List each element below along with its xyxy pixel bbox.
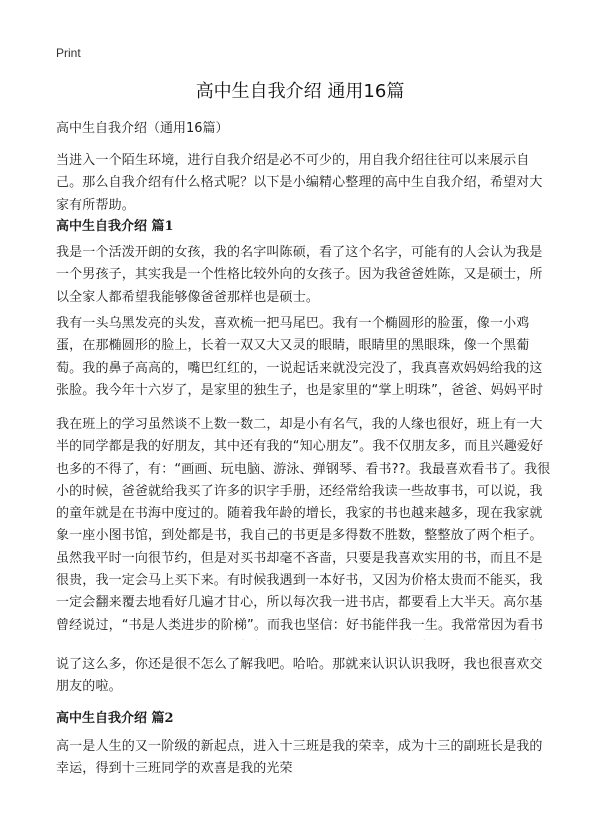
section-heading-1: 高中生自我介绍 篇1 bbox=[56, 219, 174, 234]
print-link[interactable]: Print bbox=[56, 46, 81, 60]
section-2-paragraph-1: 高一是人生的又一阶级的新起点，进入十三班是我的荣幸，成为十三的副班长是我的幸运，得到十三班同学的欢喜是我的光荣 bbox=[56, 739, 543, 777]
section-1-paragraph-4: 说了这么多，你还是很不怎么了解我吧。哈哈。那就来认识认识我呀，我也很喜欢交朋友的啦。 bbox=[56, 657, 543, 695]
intro-paragraph: 当进入一个陌生环境，进行自我介绍是必不可少的，用自我介绍往往可以来展示自己。那么自我介绍有什么格式呢？以下是小编精心整理的高中生自我介绍，希望对大家有所帮助。 bbox=[56, 153, 543, 213]
section-heading-2: 高中生自我介绍 篇2 bbox=[56, 711, 174, 726]
section-1-paragraph-3: 我在班上的学习虽然谈不上数一数二，却是小有名气，我的人缘也很好，班上有一大半的同学都是我的好朋友，其中还有我的“知心朋友”。我不仅朋友多，而且兴趣爱好也多的不得了，有：“画画、玩电脑、游泳、弹钢琴、看书??。我最喜欢看书了。我很小的时候，爸爸就给我买了许多的识字手册，还经常给我读一些故事书，可以说，我的童年就是在书海中度过的。随着我年龄的增长，我家的书也越来越多，现在我家就象一座小图书馆，到处都是书，我自己的书更是多得数不胜数，整整放了两个柜子。虽然我平时一向很节约，但是对买书却毫不吝啬，只要是我喜欢实用的书，而且不是很贵，我一定会马上买下来。有时候我遇到一本好书，又因为价格太贵而不能买，我一定会翻来覆去地看好几遍才甘心，所以每次我一进书店，都要看上大半天。高尔基曾经说过，“书是人类进步的阶梯”。而我也坚信：好书能伴我一生。我常常因为看书 bbox=[56, 417, 551, 633]
section-1-paragraph-2: 我有一头乌黑发亮的头发，喜欢梳一把马尾巴。我有一个椭圆形的脸蛋，像一小鸡蛋，在那椭圆形的脸上，长着一双又大又灵的眼睛，眼睛里的黑眼珠，像一个黑葡萄。我的鼻子高高的，嘴巴红红的，一说起话来就没完没了，我真喜欢妈妈给我的这张脸。我今年十六岁了，是家里的独生子，也是家里的“掌上明珠”，爸爸、妈妈平时 bbox=[56, 316, 544, 398]
page-title: 高中生自我介绍 通用16篇 bbox=[195, 81, 405, 102]
page-subtitle: 高中生自我介绍（通用16篇） bbox=[56, 121, 229, 136]
section-1-paragraph-1: 我是一个活泼开朗的女孩，我的名字叫陈硕，看了这个名字，可能有的人会认为我是一个男孩子，其实我是一个性格比较外向的女孩子。因为我爸爸姓陈，又是硕士，所以全家人都希望我能够像爸爸那样也是硕士。 bbox=[56, 245, 543, 305]
